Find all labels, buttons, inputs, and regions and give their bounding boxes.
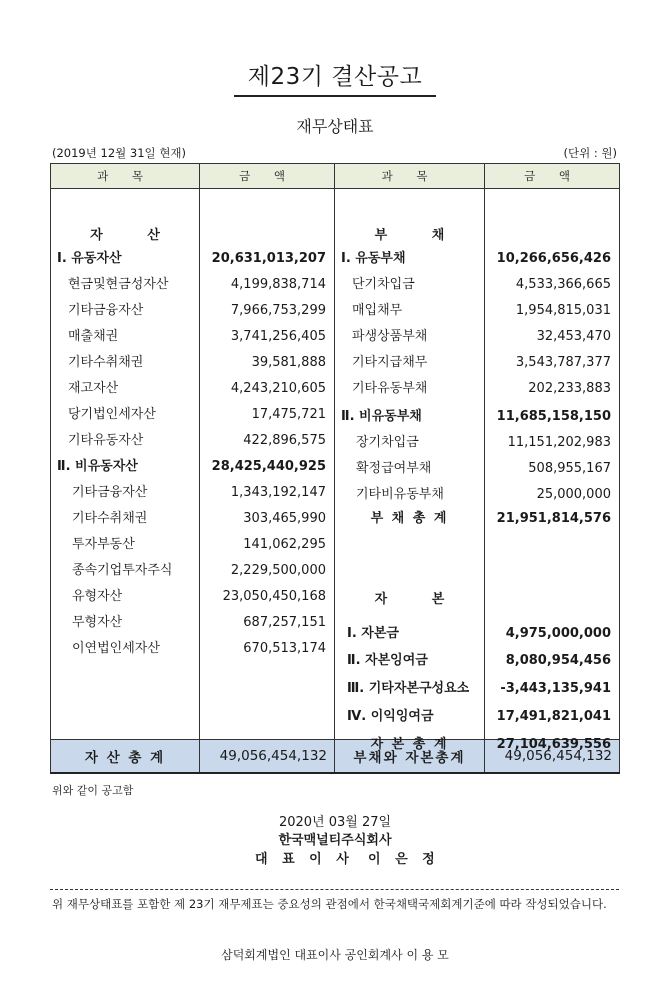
asset-amounts-column [200, 189, 334, 739]
liability-row-label: 기타비유동부채 [356, 487, 444, 502]
liability-row-amount: 11,151,202,983 [507, 435, 611, 450]
equity-row-amount: -3,443,135,941 [500, 681, 611, 696]
liability-equity-labels-column [335, 189, 484, 752]
asset-row-amount: 23,050,450,168 [222, 589, 326, 604]
asset-row-amount: 4,199,838,714 [230, 277, 326, 292]
liability-row-amount: 508,955,167 [528, 461, 611, 476]
liability-row-amount: 4,533,366,665 [515, 277, 611, 292]
asset-row-amount: 1,343,192,147 [230, 485, 326, 500]
asset-row-label: 유형자산 [72, 589, 123, 604]
unit-label: (단위 : 원) [563, 146, 617, 160]
header-amount-right: 금 액 [485, 164, 620, 189]
equity-row-label: Ⅳ. 이익잉여금 [347, 709, 434, 724]
liabilities-heading: 부 채 [374, 228, 465, 243]
asset-row-amount: 303,465,990 [243, 511, 326, 526]
equity-row-label: Ⅲ. 기타자본구성요소 [347, 681, 470, 696]
equity-row-label: Ⅱ. 자본잉여금 [347, 653, 428, 668]
as-of-date: (2019년 12월 31일 현재) [52, 146, 187, 160]
liability-row-label: 장기차입금 [356, 435, 419, 450]
liability-row-amount: 32,453,470 [536, 329, 611, 344]
total-liab-equity-amount: 49,056,454,132 [485, 740, 620, 774]
asset-row-label: 이연법인세자산 [72, 641, 160, 656]
table-body-row [51, 189, 620, 740]
auditor-line: 삼덕회계법인 대표이사 공인회계사 이 용 모 [221, 948, 449, 962]
asset-row-label: 투자부동산 [72, 537, 135, 552]
asset-row-label: 현금및현금성자산 [68, 277, 169, 292]
liability-row-amount: 1,954,815,031 [515, 303, 611, 318]
asset-row-label: 기타금융자산 [68, 303, 144, 318]
equity-row-amount: 4,975,000,000 [505, 626, 611, 641]
total-liab-equity-label: 부채와 자본총계 [335, 740, 485, 774]
asset-row-label: 재고자산 [68, 381, 119, 396]
table-header-row [51, 164, 620, 189]
ceo-name: 이 은 정 [368, 852, 440, 867]
asset-row-label: 매출채권 [68, 329, 119, 344]
liability-row-label: 매입채무 [352, 303, 403, 318]
liability-row-label: 파생상품부채 [352, 329, 428, 344]
asset-row-label: Ⅰ. 유동자산 [57, 251, 122, 266]
notice-note: 위와 같이 공고함 [52, 784, 134, 797]
liability-row-amount: 25,000,000 [536, 487, 611, 502]
equity-row-amount: 17,491,821,041 [496, 709, 611, 724]
total-assets-amount: 49,056,454,132 [200, 740, 335, 774]
equity-row-amount: 27,104,639,556 [496, 737, 611, 752]
equity-heading: 자 본 [374, 592, 465, 607]
asset-row-label: 기타금융자산 [72, 485, 148, 500]
equity-row-amount: 8,080,954,456 [505, 653, 611, 668]
liability-row-amount: 202,233,883 [528, 381, 611, 396]
liability-equity-amounts-column [485, 189, 619, 752]
asset-row-amount: 28,425,440,925 [211, 459, 326, 474]
liability-row-label: 단기차입금 [352, 277, 415, 292]
dashed-divider [50, 889, 619, 890]
liability-row-label: 기타유동부채 [352, 381, 428, 396]
statement-subtitle: 재무상태표 [296, 117, 374, 136]
assets-heading: 자 산 [90, 228, 180, 243]
liability-row-label: 확정급여부채 [356, 461, 432, 476]
notice-title: 제23기 결산공고 [0, 58, 670, 97]
asset-row-label: Ⅱ. 비유동자산 [57, 459, 138, 474]
disclaimer-text: 위 재무상태표를 포함한 제 23기 재무제표는 중요성의 관점에서 한국채택국제회계기준에 따라 작성되었습니다. [52, 897, 607, 911]
asset-row-amount: 687,257,151 [243, 615, 326, 630]
liability-row-amount: 3,543,787,377 [515, 355, 611, 370]
liability-row-label: 기타지급채무 [352, 355, 428, 370]
asset-row-amount: 422,896,575 [243, 433, 326, 448]
asset-row-amount: 2,229,500,000 [230, 563, 326, 578]
ceo-title: 대 표 이 사 [255, 852, 354, 867]
asset-row-amount: 4,243,210,605 [230, 381, 326, 396]
header-account-right: 과 목 [335, 164, 485, 189]
liability-row-label: Ⅰ. 유동부채 [341, 251, 406, 266]
asset-row-label: 기타수취채권 [68, 355, 144, 370]
asset-row-label: 종속기업투자주식 [72, 563, 173, 578]
asset-labels-column [51, 189, 199, 739]
asset-row-label: 기타유동자산 [68, 433, 144, 448]
company-name: 한국맥널티주식회사 [278, 833, 392, 848]
header-amount-left: 금 액 [200, 164, 335, 189]
asset-row-label: 무형자산 [72, 615, 123, 630]
asset-row-amount: 20,631,013,207 [211, 251, 326, 266]
liability-row-label: Ⅱ. 비유동부채 [341, 409, 422, 424]
total-assets-label: 자 산 총 계 [51, 740, 200, 774]
notice-date: 2020년 03월 27일 [278, 815, 392, 830]
asset-row-amount: 17,475,721 [251, 407, 326, 422]
liability-row-amount: 21,951,814,576 [496, 511, 611, 526]
liability-row-amount: 11,685,158,150 [496, 409, 611, 424]
liability-row-amount: 10,266,656,426 [496, 251, 611, 266]
asset-row-amount: 670,513,174 [243, 641, 326, 656]
asset-row-amount: 141,062,295 [243, 537, 326, 552]
header-account-left: 과 목 [51, 164, 200, 189]
asset-row-amount: 39,581,888 [251, 355, 326, 370]
liability-row-label: 부 채 총 계 [370, 511, 449, 526]
asset-row-amount: 3,741,256,405 [230, 329, 326, 344]
equity-row-label: 자 본 총 계 [370, 737, 449, 752]
asset-row-amount: 7,966,753,299 [230, 303, 326, 318]
asset-row-label: 기타수취채권 [72, 511, 148, 526]
asset-row-label: 당기법인세자산 [68, 407, 156, 422]
balance-sheet-table [50, 163, 620, 774]
equity-row-label: Ⅰ. 자본금 [347, 626, 399, 641]
